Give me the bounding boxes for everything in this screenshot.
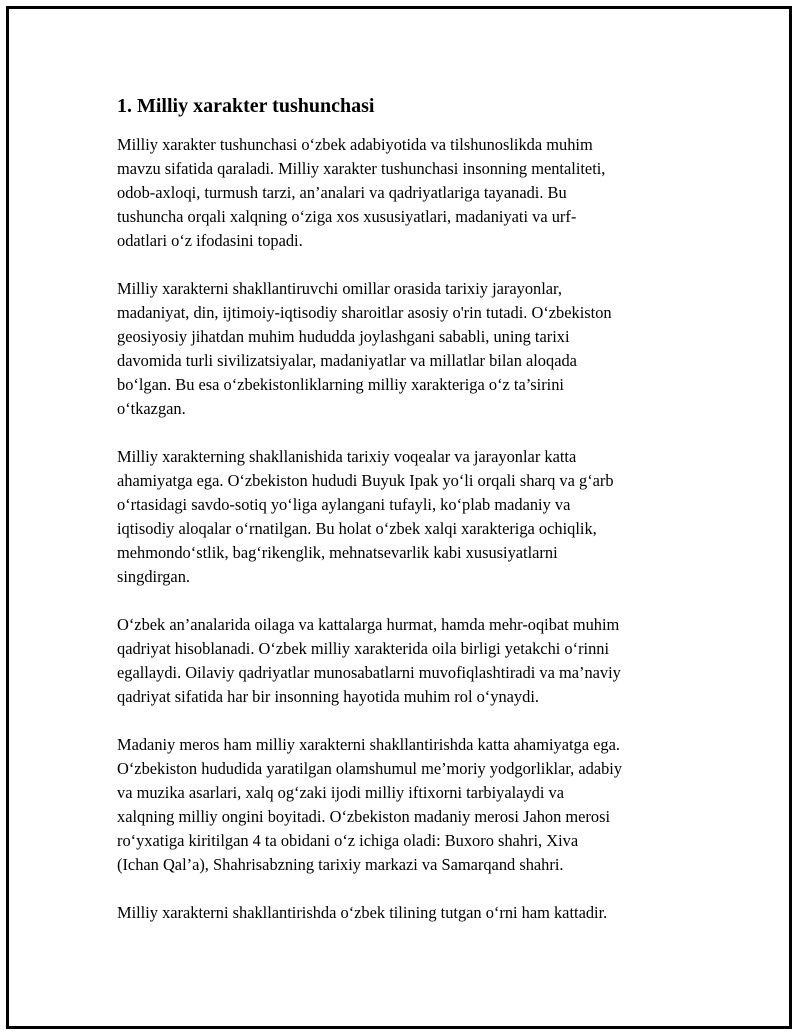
text-line: Milliy xarakterni shakllantirishda o‘zbek tilining tutgan o‘rni ham kattadir. [117, 903, 608, 922]
text-line: davomida turli sivilizatsiyalar, madaniyatlar va millatlar bilan aloqada [117, 351, 577, 370]
text-line: egallaydi. Oilaviy qadriyatlar munosabatlarni muvofiqlashtiradi va ma’naviy [117, 663, 621, 682]
paragraph-6 [117, 901, 687, 925]
paragraph-1 [117, 133, 687, 253]
text-line: ahamiyatga ega. O‘zbekiston hududi Buyuk Ipak yo‘li orqali sharq va g‘arb [117, 471, 614, 490]
text-line: mehmondo‘stlik, bag‘rikenglik, mehnatsevarlik kabi xususiyatlarni [117, 543, 558, 562]
text-line: Milliy xarakterning shakllanishida tarixiy voqealar va jarayonlar katta [117, 447, 577, 466]
text-line: ro‘yxatiga kiritilgan 4 ta obidani o‘z ichiga oladi: Buxoro shahri, Xiva [117, 831, 579, 850]
text-line: qadriyat hisoblanadi. O‘zbek milliy xarakterida oila birligi yetakchi o‘rinni [117, 639, 610, 658]
text-line: tushuncha orqali xalqning o‘ziga xos xususiyatlari, madaniyati va urf- [117, 207, 577, 226]
document-body [117, 93, 687, 949]
section-heading: 1. Milliy xarakter tushunchasi [117, 95, 375, 117]
text-line: bo‘lgan. Bu esa o‘zbekistonliklarning milliy xarakteriga o‘z ta’sirini [117, 375, 564, 394]
text-line: xalqning milliy ongini boyitadi. O‘zbekiston madaniy merosi Jahon merosi [117, 807, 611, 826]
paragraph-5 [117, 733, 687, 877]
text-line: o‘rtasidagi savdo-sotiq yo‘liga aylangani tufayli, ko‘plab madaniy va [117, 495, 571, 514]
text-line: O‘zbekiston hududida yaratilgan olamshumul me’moriy yodgorliklar, adabiy [117, 759, 623, 778]
text-line: mavzu sifatida qaraladi. Milliy xarakter tushunchasi insonning mentaliteti, [117, 159, 606, 178]
paragraph-2 [117, 277, 687, 421]
text-line: odob-axloqi, turmush tarzi, an’analari va qadriyatlariga tayanadi. Bu [117, 183, 567, 202]
text-line: madaniyat, din, ijtimoiy-iqtisodiy sharoitlar asosiy o'rin tutadi. O‘zbekiston [117, 303, 612, 322]
text-line: va muzika asarlari, xalq og‘zaki ijodi milliy iftixorni tarbiyalaydi va [117, 783, 564, 802]
text-line: odatlari o‘z ifodasini topadi. [117, 231, 303, 250]
text-line: geosiyosiy jihatdan muhim hududda joylashgani sababli, uning tarixi [117, 327, 570, 346]
text-line: singdirgan. [117, 567, 190, 586]
text-line: Milliy xarakterni shakllantiruvchi omillar orasida tarixiy jarayonlar, [117, 279, 562, 298]
text-line: qadriyat sifatida har bir insonning hayotida muhim rol o‘ynaydi. [117, 687, 539, 706]
text-line: Milliy xarakter tushunchasi o‘zbek adabiyotida va tilshunoslikda muhim [117, 135, 593, 154]
text-line: (Ichan Qal’a), Shahrisabzning tarixiy markazi va Samarqand shahri. [117, 855, 564, 874]
text-line: Madaniy meros ham milliy xarakterni shakllantirishda katta ahamiyatga ega. [117, 735, 620, 754]
paragraph-4 [117, 613, 687, 709]
text-line: o‘tkazgan. [117, 399, 186, 418]
text-line: O‘zbek an’analarida oilaga va kattalarga hurmat, hamda mehr-oqibat muhim [117, 615, 620, 634]
text-line: iqtisodiy aloqalar o‘rnatilgan. Bu holat o‘zbek xalqi xarakteriga ochiqlik, [117, 519, 597, 538]
paragraph-3 [117, 445, 687, 589]
